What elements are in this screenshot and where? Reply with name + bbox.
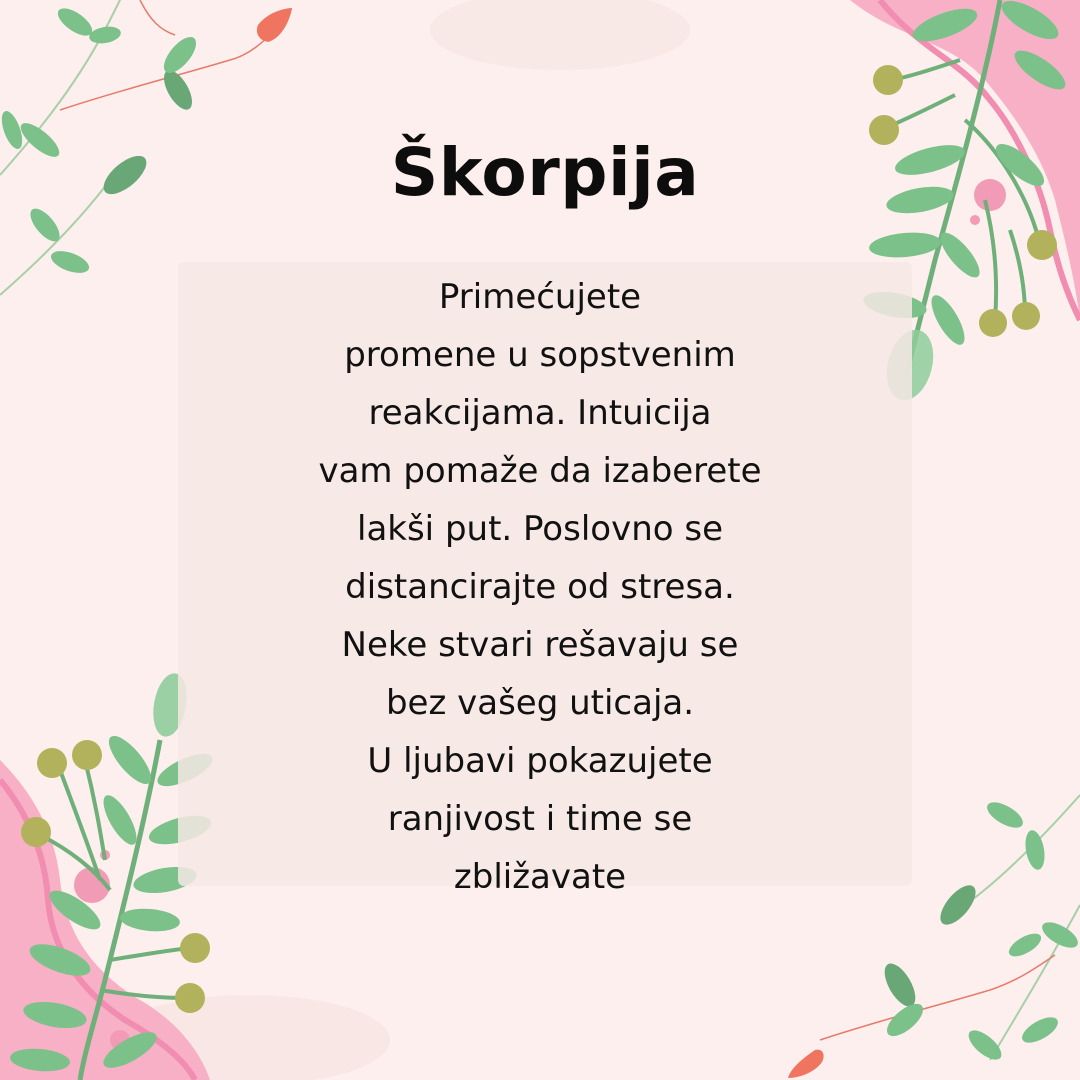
sign-title: Škorpija xyxy=(390,134,700,211)
horoscope-line: U ljubavi pokazujete xyxy=(367,741,713,781)
horoscope-line: lakši put. Poslovno se xyxy=(357,509,723,549)
horoscope-line: promene u sopstvenim xyxy=(344,335,736,375)
horoscope-line: zbližavate xyxy=(453,857,627,897)
horoscope-line: vam pomaže da izaberete xyxy=(318,451,762,491)
horoscope-line: Primećujete xyxy=(438,277,642,317)
horoscope-text xyxy=(240,268,840,906)
horoscope-line: ranjivost i time se xyxy=(387,799,693,839)
horoscope-line: reakcijama. Intuicija xyxy=(368,393,712,433)
horoscope-line: distancirajte od stresa. xyxy=(345,567,735,607)
horoscope-line: bez vašeg uticaja. xyxy=(385,683,695,723)
horoscope-line: Neke stvari rešavaju se xyxy=(341,625,739,665)
